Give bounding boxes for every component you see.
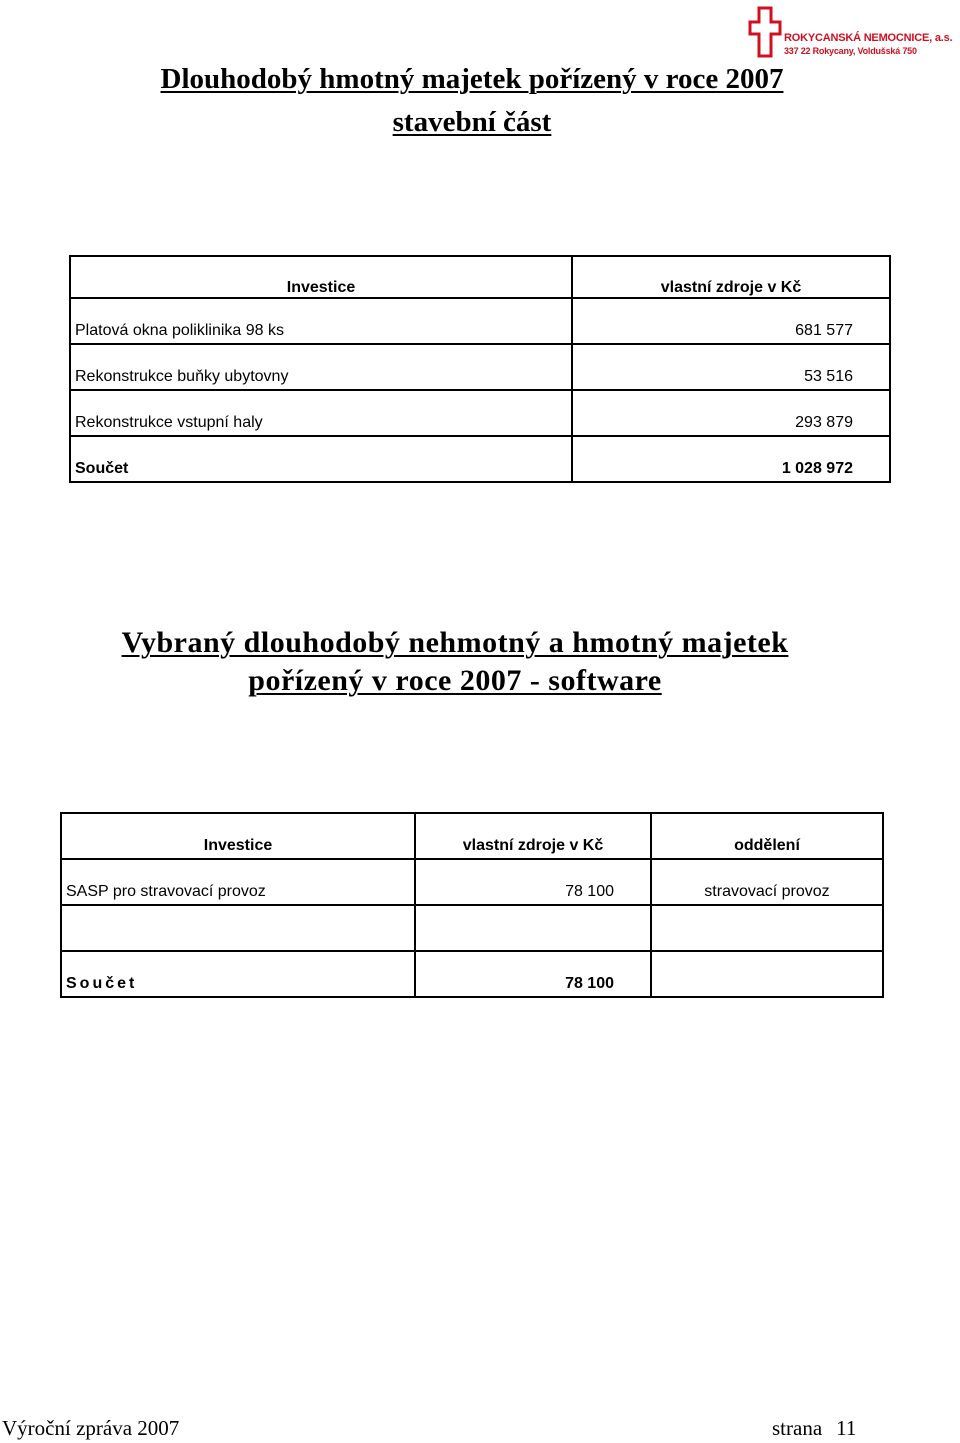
table-row bbox=[61, 905, 883, 951]
table-row bbox=[70, 390, 890, 436]
row-department bbox=[651, 905, 883, 951]
table-row bbox=[61, 859, 883, 905]
table-row bbox=[70, 344, 890, 390]
section2-title-line2: pořízený v roce 2007 - software bbox=[248, 664, 662, 697]
footer-page-label: strana bbox=[772, 1416, 823, 1440]
row-value: 681 577 bbox=[572, 298, 890, 344]
header-investice: Investice bbox=[61, 813, 415, 859]
row-label bbox=[61, 905, 415, 951]
table-header-row bbox=[61, 813, 883, 859]
table-total-row bbox=[61, 951, 883, 997]
table-row bbox=[70, 298, 890, 344]
row-department: stravovací provoz bbox=[651, 859, 883, 905]
row-value: 78 100 bbox=[415, 859, 651, 905]
section2-title-line1: Vybraný dlouhodobý nehmotný a hmotný majetek bbox=[121, 626, 789, 659]
total-department bbox=[651, 951, 883, 997]
row-value bbox=[415, 905, 651, 951]
red-cross-icon bbox=[748, 6, 782, 58]
row-value: 53 516 bbox=[572, 344, 890, 390]
header-vlastni-zdroje: vlastní zdroje v Kč bbox=[572, 256, 890, 298]
header-investice: Investice bbox=[70, 256, 572, 298]
hospital-logo bbox=[748, 6, 956, 60]
total-label: Součet bbox=[70, 436, 572, 482]
section1-title-line1: Dlouhodobý hmotný majetek pořízený v roce 2007 bbox=[160, 63, 784, 95]
footer-page bbox=[772, 1416, 856, 1441]
row-label: Rekonstrukce buňky ubytovny bbox=[70, 344, 572, 390]
table-header-row bbox=[70, 256, 890, 298]
software-assets-table bbox=[60, 812, 884, 998]
logo-name: ROKYCANSKÁ NEMOCNICE, a.s. bbox=[784, 32, 953, 44]
total-label: Součet bbox=[61, 951, 415, 997]
construction-assets-table bbox=[69, 255, 891, 483]
footer-page-number: 11 bbox=[836, 1416, 857, 1440]
row-label: Platová okna poliklinika 98 ks bbox=[70, 298, 572, 344]
row-value: 293 879 bbox=[572, 390, 890, 436]
header-vlastni-zdroje: vlastní zdroje v Kč bbox=[415, 813, 651, 859]
section1-title-line2: stavební část bbox=[392, 106, 552, 138]
header-oddeleni: oddělení bbox=[651, 813, 883, 859]
total-value: 78 100 bbox=[415, 951, 651, 997]
logo-address: 337 22 Rokycany, Voldušská 750 bbox=[784, 46, 917, 56]
row-label: SASP pro stravovací provoz bbox=[61, 859, 415, 905]
row-label: Rekonstrukce vstupní haly bbox=[70, 390, 572, 436]
footer-report-title: Výroční zpráva 2007 bbox=[2, 1416, 180, 1440]
table-total-row bbox=[70, 436, 890, 482]
total-value: 1 028 972 bbox=[572, 436, 890, 482]
